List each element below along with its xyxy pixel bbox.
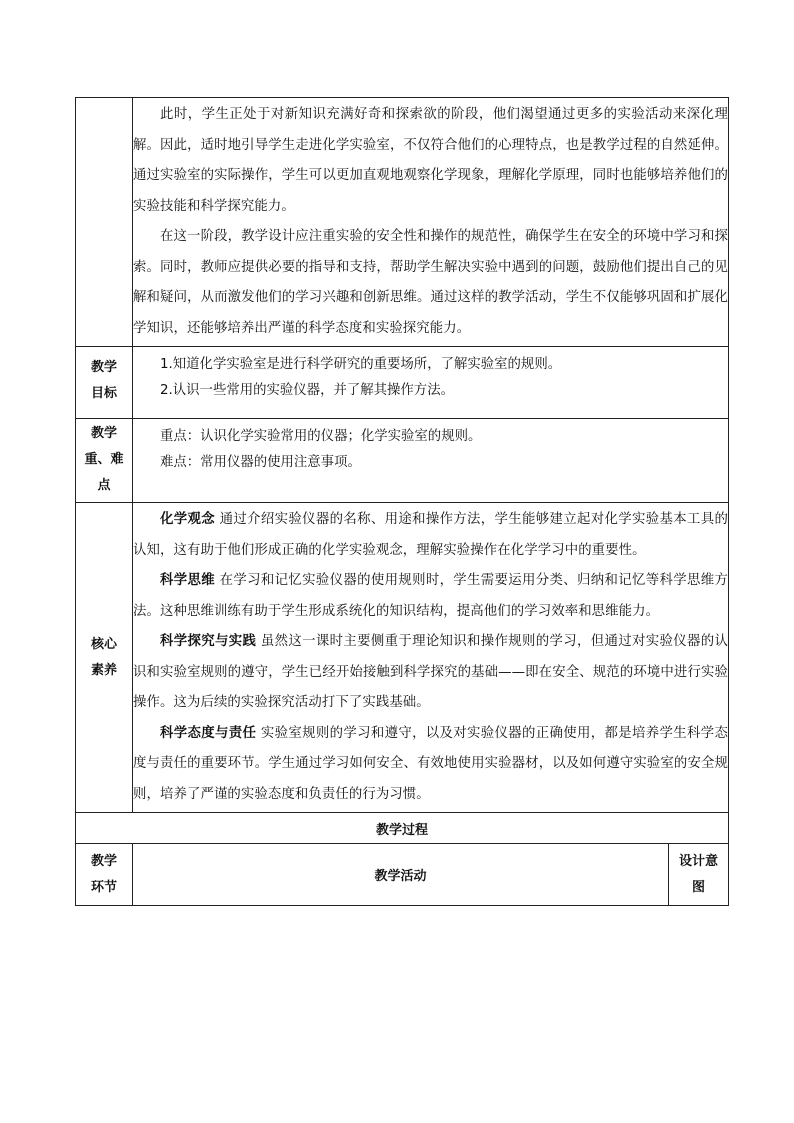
keypoints-row (76, 419, 729, 503)
literacy-item-text: 在学习和记忆实验仪器的使用规则时，学生需要运用分类、归纳和记忆等科学思维方法。这种思维训练有助于学生形成系统化的知识结构，提高他们的学习效率和思维能力。 (133, 573, 728, 619)
process-title-row (76, 813, 729, 844)
keypoint-item: 难点：常用仪器的使用注意事项。 (160, 455, 361, 470)
literacy-label (76, 503, 133, 813)
lesson-plan-table (75, 97, 729, 906)
keypoints-label-line3: 点 (97, 478, 111, 493)
process-col-stage (76, 844, 133, 906)
keypoint-item: 重点：认识化学实验常用的仪器；化学实验室的规则。 (160, 429, 482, 444)
literacy-item-text: 虽然这一课时主要侧重于理论知识和操作规则的学习，但通过对实验仪器的认识和实验室规则的遵守，学生已经开始接触到科学探究的基础——即在安全、规范的环境中进行实验操作。这为后续的实验探究活动打下了实践基础。 (133, 634, 728, 710)
literacy-item-title: 科学思维 (160, 573, 215, 588)
goal-item: 2.认识一些常用的实验仪器，并了解其操作方法。 (160, 383, 454, 398)
process-col-intent-line2: 图 (691, 879, 705, 895)
goals-label (76, 347, 133, 419)
literacy-label-line1: 核心 (90, 636, 117, 652)
goal-item: 1.知道化学实验室是进行科学研究的重要场所，了解实验室的规则。 (160, 357, 562, 372)
intro-paragraph: 此时，学生正处于对新知识充满好奇和探索欲的阶段，他们渴望通过更多的实验活动来深化理解。因此，适时地引导学生走进化学实验室，不仅符合他们的心理特点，也是教学过程的自然延伸。通过实验室的实际操作，学生可以更加直观地观察化学现象，理解化学原理，同时也能够培养他们的实验技能和科学探究能力。 (133, 107, 728, 214)
literacy-item-text: 实验室规则的学习和遵守，以及对实验仪器的正确使用，都是培养学生科学态度与责任的重要环节。学生通过学习如何安全、有效地使用实验器材，以及如何遵守实验室的安全规则，培养了严谨的实验态度和负责任的行为习惯。 (133, 725, 728, 802)
keypoints-label-line2: 重、难 (84, 452, 124, 467)
literacy-item (133, 627, 728, 719)
goals-cell (133, 347, 729, 419)
goals-row (76, 347, 729, 419)
literacy-row (76, 503, 729, 813)
goals-label-line1: 教学 (90, 360, 117, 375)
intro-cell (133, 98, 729, 347)
process-col-intent (668, 844, 728, 906)
keypoints-label-line1: 教学 (90, 426, 117, 441)
literacy-item-title: 化学观念 (160, 512, 215, 527)
keypoints-label (76, 419, 133, 503)
process-title: 教学过程 (76, 813, 729, 844)
process-col-stage-line1: 教学 (90, 853, 117, 869)
literacy-item-text: 通过介绍实验仪器的名称、用途和操作方法，学生能够建立起对化学实验基本工具的认知，这有助于他们形成正确的化学实验观念，理解实验操作在化学学习中的重要性。 (133, 512, 728, 558)
process-col-intent-line1: 设计意 (678, 853, 718, 869)
literacy-item-title: 科学态度与责任 (160, 725, 257, 741)
process-header-row (76, 844, 729, 906)
literacy-item-title: 科学探究与实践 (160, 634, 257, 649)
keypoints-cell (133, 419, 729, 503)
goals-label-line2: 目标 (90, 386, 117, 401)
literacy-cell (133, 503, 729, 813)
intro-paragraph: 在这一阶段，教学设计应注重实验的安全性和操作的规范性，确保学生在安全的环境中学习和探索。同时，教师应提供必要的指导和支持，帮助学生解决实验中遇到的问题，鼓励他们提出自己的见解和疑问，从而激发他们的学习兴趣和创新思维。通过这样的教学活动，学生不仅能够巩固和扩展化学知识，还能够培养出严谨的科学态度和实验探究能力。 (133, 229, 728, 336)
process-col-activity: 教学活动 (133, 844, 669, 906)
intro-row (76, 98, 729, 347)
intro-label-cell (76, 98, 133, 347)
literacy-label-line2: 素养 (90, 662, 117, 678)
literacy-item (133, 505, 728, 566)
literacy-item (133, 719, 728, 811)
process-col-stage-line2: 环节 (90, 879, 117, 895)
literacy-item (133, 566, 728, 627)
